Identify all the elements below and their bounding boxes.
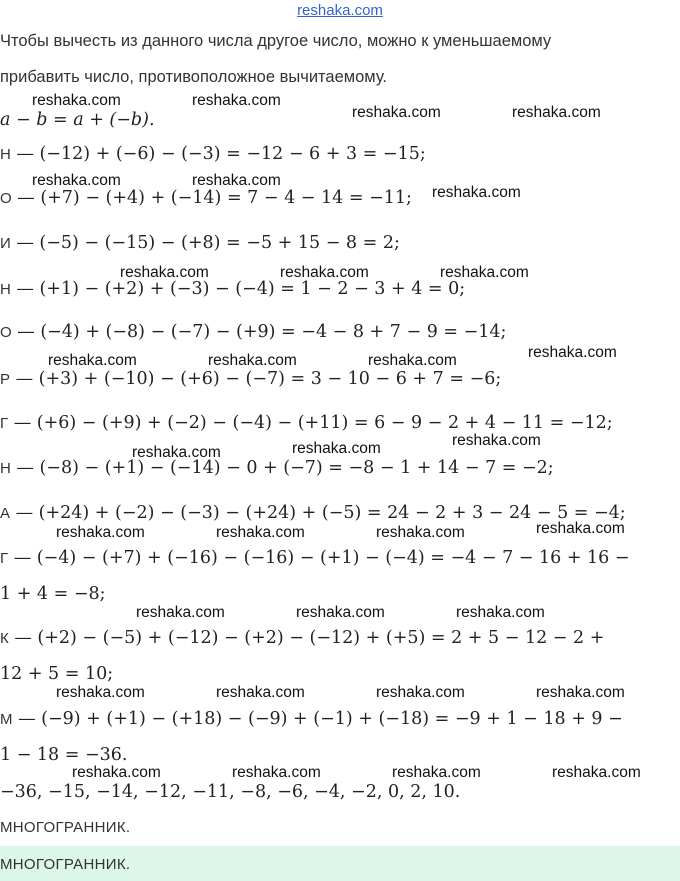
watermark: reshaka.com bbox=[376, 524, 465, 541]
watermark: reshaka.com bbox=[32, 92, 121, 109]
step-line bbox=[0, 709, 623, 729]
intro-line-2: прибавить число, противоположное вычитаемому. bbox=[0, 68, 388, 86]
step-letter: Н bbox=[0, 146, 11, 163]
intro-line-1: Чтобы вычесть из данного числа другое число, можно к уменьшаемому bbox=[0, 32, 552, 50]
watermark: reshaka.com bbox=[292, 440, 381, 457]
watermark: reshaka.com bbox=[48, 352, 137, 369]
step-expression: — (+3) + (−10) − (+6) − (−7) = 3 − 10 − 6 + 7 = −6; bbox=[15, 369, 502, 389]
step-expression: — (+7) − (+4) + (−14) = 7 − 4 − 14 = −11; bbox=[17, 188, 412, 208]
step-letter: О bbox=[0, 324, 12, 341]
watermark: reshaka.com bbox=[552, 764, 641, 781]
step-expression: — (−9) + (+1) − (+18) − (−9) + (−1) + (−18) = −9 + 1 − 18 + 9 − bbox=[18, 709, 623, 729]
step-continuation: 1 − 18 = −36. bbox=[0, 745, 128, 765]
step-expression: — (+6) − (+9) + (−2) − (−4) − (+11) = 6 − 9 − 2 + 4 − 11 = −12; bbox=[13, 413, 613, 433]
watermark: reshaka.com bbox=[512, 104, 601, 121]
step-line bbox=[0, 233, 400, 253]
step-expression: — (+24) + (−2) − (−3) − (+24) + (−5) = 24 − 2 + 3 − 24 − 5 = −4; bbox=[15, 503, 626, 523]
watermark: reshaka.com bbox=[32, 172, 121, 189]
watermark: reshaka.com bbox=[392, 764, 481, 781]
watermark: reshaka.com bbox=[280, 264, 369, 281]
subtraction-rule: a − b = a + (−b). bbox=[0, 110, 155, 130]
step-expression: — (+1) − (+2) + (−3) − (−4) = 1 − 2 − 3 + 4 = 0; bbox=[16, 279, 466, 299]
step-expression: — (−5) − (−15) − (+8) = −5 + 15 − 8 = 2; bbox=[16, 233, 400, 253]
step-letter: Н bbox=[0, 460, 11, 477]
site-link[interactable]: reshaka.com bbox=[297, 2, 383, 19]
step-line bbox=[0, 369, 501, 389]
step-letter: Р bbox=[0, 371, 11, 388]
watermark: reshaka.com bbox=[352, 104, 441, 121]
step-expression: — (−12) + (−6) − (−3) = −12 − 6 + 3 = −15; bbox=[16, 144, 426, 164]
watermark: reshaka.com bbox=[192, 92, 281, 109]
step-line bbox=[0, 188, 412, 208]
watermark: reshaka.com bbox=[192, 172, 281, 189]
watermark: reshaka.com bbox=[528, 344, 617, 361]
watermark: reshaka.com bbox=[536, 520, 625, 537]
step-line bbox=[0, 503, 626, 523]
watermark: reshaka.com bbox=[440, 264, 529, 281]
step-letter: Г bbox=[0, 550, 9, 567]
step-line bbox=[0, 144, 426, 164]
step-expression: — (−8) − (+1) − (−14) − 0 + (−7) = −8 − 1 + 14 − 7 = −2; bbox=[16, 458, 554, 478]
watermark: reshaka.com bbox=[132, 444, 221, 461]
watermark: reshaka.com bbox=[536, 684, 625, 701]
step-line bbox=[0, 548, 630, 568]
watermark: reshaka.com bbox=[56, 684, 145, 701]
watermark: reshaka.com bbox=[216, 684, 305, 701]
watermark: reshaka.com bbox=[216, 524, 305, 541]
step-letter: М bbox=[0, 711, 13, 728]
watermark: reshaka.com bbox=[208, 352, 297, 369]
watermark: reshaka.com bbox=[368, 352, 457, 369]
watermark: reshaka.com bbox=[432, 184, 521, 201]
watermark: reshaka.com bbox=[72, 764, 161, 781]
watermark: reshaka.com bbox=[56, 524, 145, 541]
step-continuation: 1 + 4 = −8; bbox=[0, 584, 106, 604]
answer-highlight-box bbox=[0, 846, 680, 881]
step-letter: Г bbox=[0, 415, 9, 432]
step-expression: — (−4) − (+7) + (−16) − (−16) − (+1) − (−4) = −4 − 7 − 16 + 16 − bbox=[13, 548, 630, 568]
watermark: reshaka.com bbox=[232, 764, 321, 781]
watermark: reshaka.com bbox=[296, 604, 385, 621]
step-continuation: 12 + 5 = 10; bbox=[0, 664, 114, 684]
watermark: reshaka.com bbox=[136, 604, 225, 621]
answer-word: МНОГОГРАННИК. bbox=[0, 819, 131, 836]
step-letter: А bbox=[0, 505, 11, 522]
step-letter: К bbox=[0, 630, 9, 647]
answer-word-highlighted: МНОГОГРАННИК. bbox=[0, 856, 131, 873]
step-line bbox=[0, 458, 554, 478]
step-line bbox=[0, 413, 613, 433]
watermark: reshaka.com bbox=[376, 684, 465, 701]
step-line bbox=[0, 322, 506, 342]
step-expression: — (+2) − (−5) + (−12) − (+2) − (−12) + (+5) = 2 + 5 − 12 − 2 + bbox=[14, 628, 605, 648]
step-letter: Н bbox=[0, 281, 11, 298]
watermark: reshaka.com bbox=[120, 264, 209, 281]
step-letter: И bbox=[0, 235, 11, 252]
watermark: reshaka.com bbox=[456, 604, 545, 621]
step-line bbox=[0, 279, 465, 299]
ordered-sequence: −36, −15, −14, −12, −11, −8, −6, −4, −2, 0, 2, 10. bbox=[0, 782, 461, 802]
step-line bbox=[0, 628, 604, 648]
step-letter: О bbox=[0, 190, 12, 207]
watermark: reshaka.com bbox=[452, 432, 541, 449]
step-expression: — (−4) + (−8) − (−7) − (+9) = −4 − 8 + 7 − 9 = −14; bbox=[17, 322, 507, 342]
